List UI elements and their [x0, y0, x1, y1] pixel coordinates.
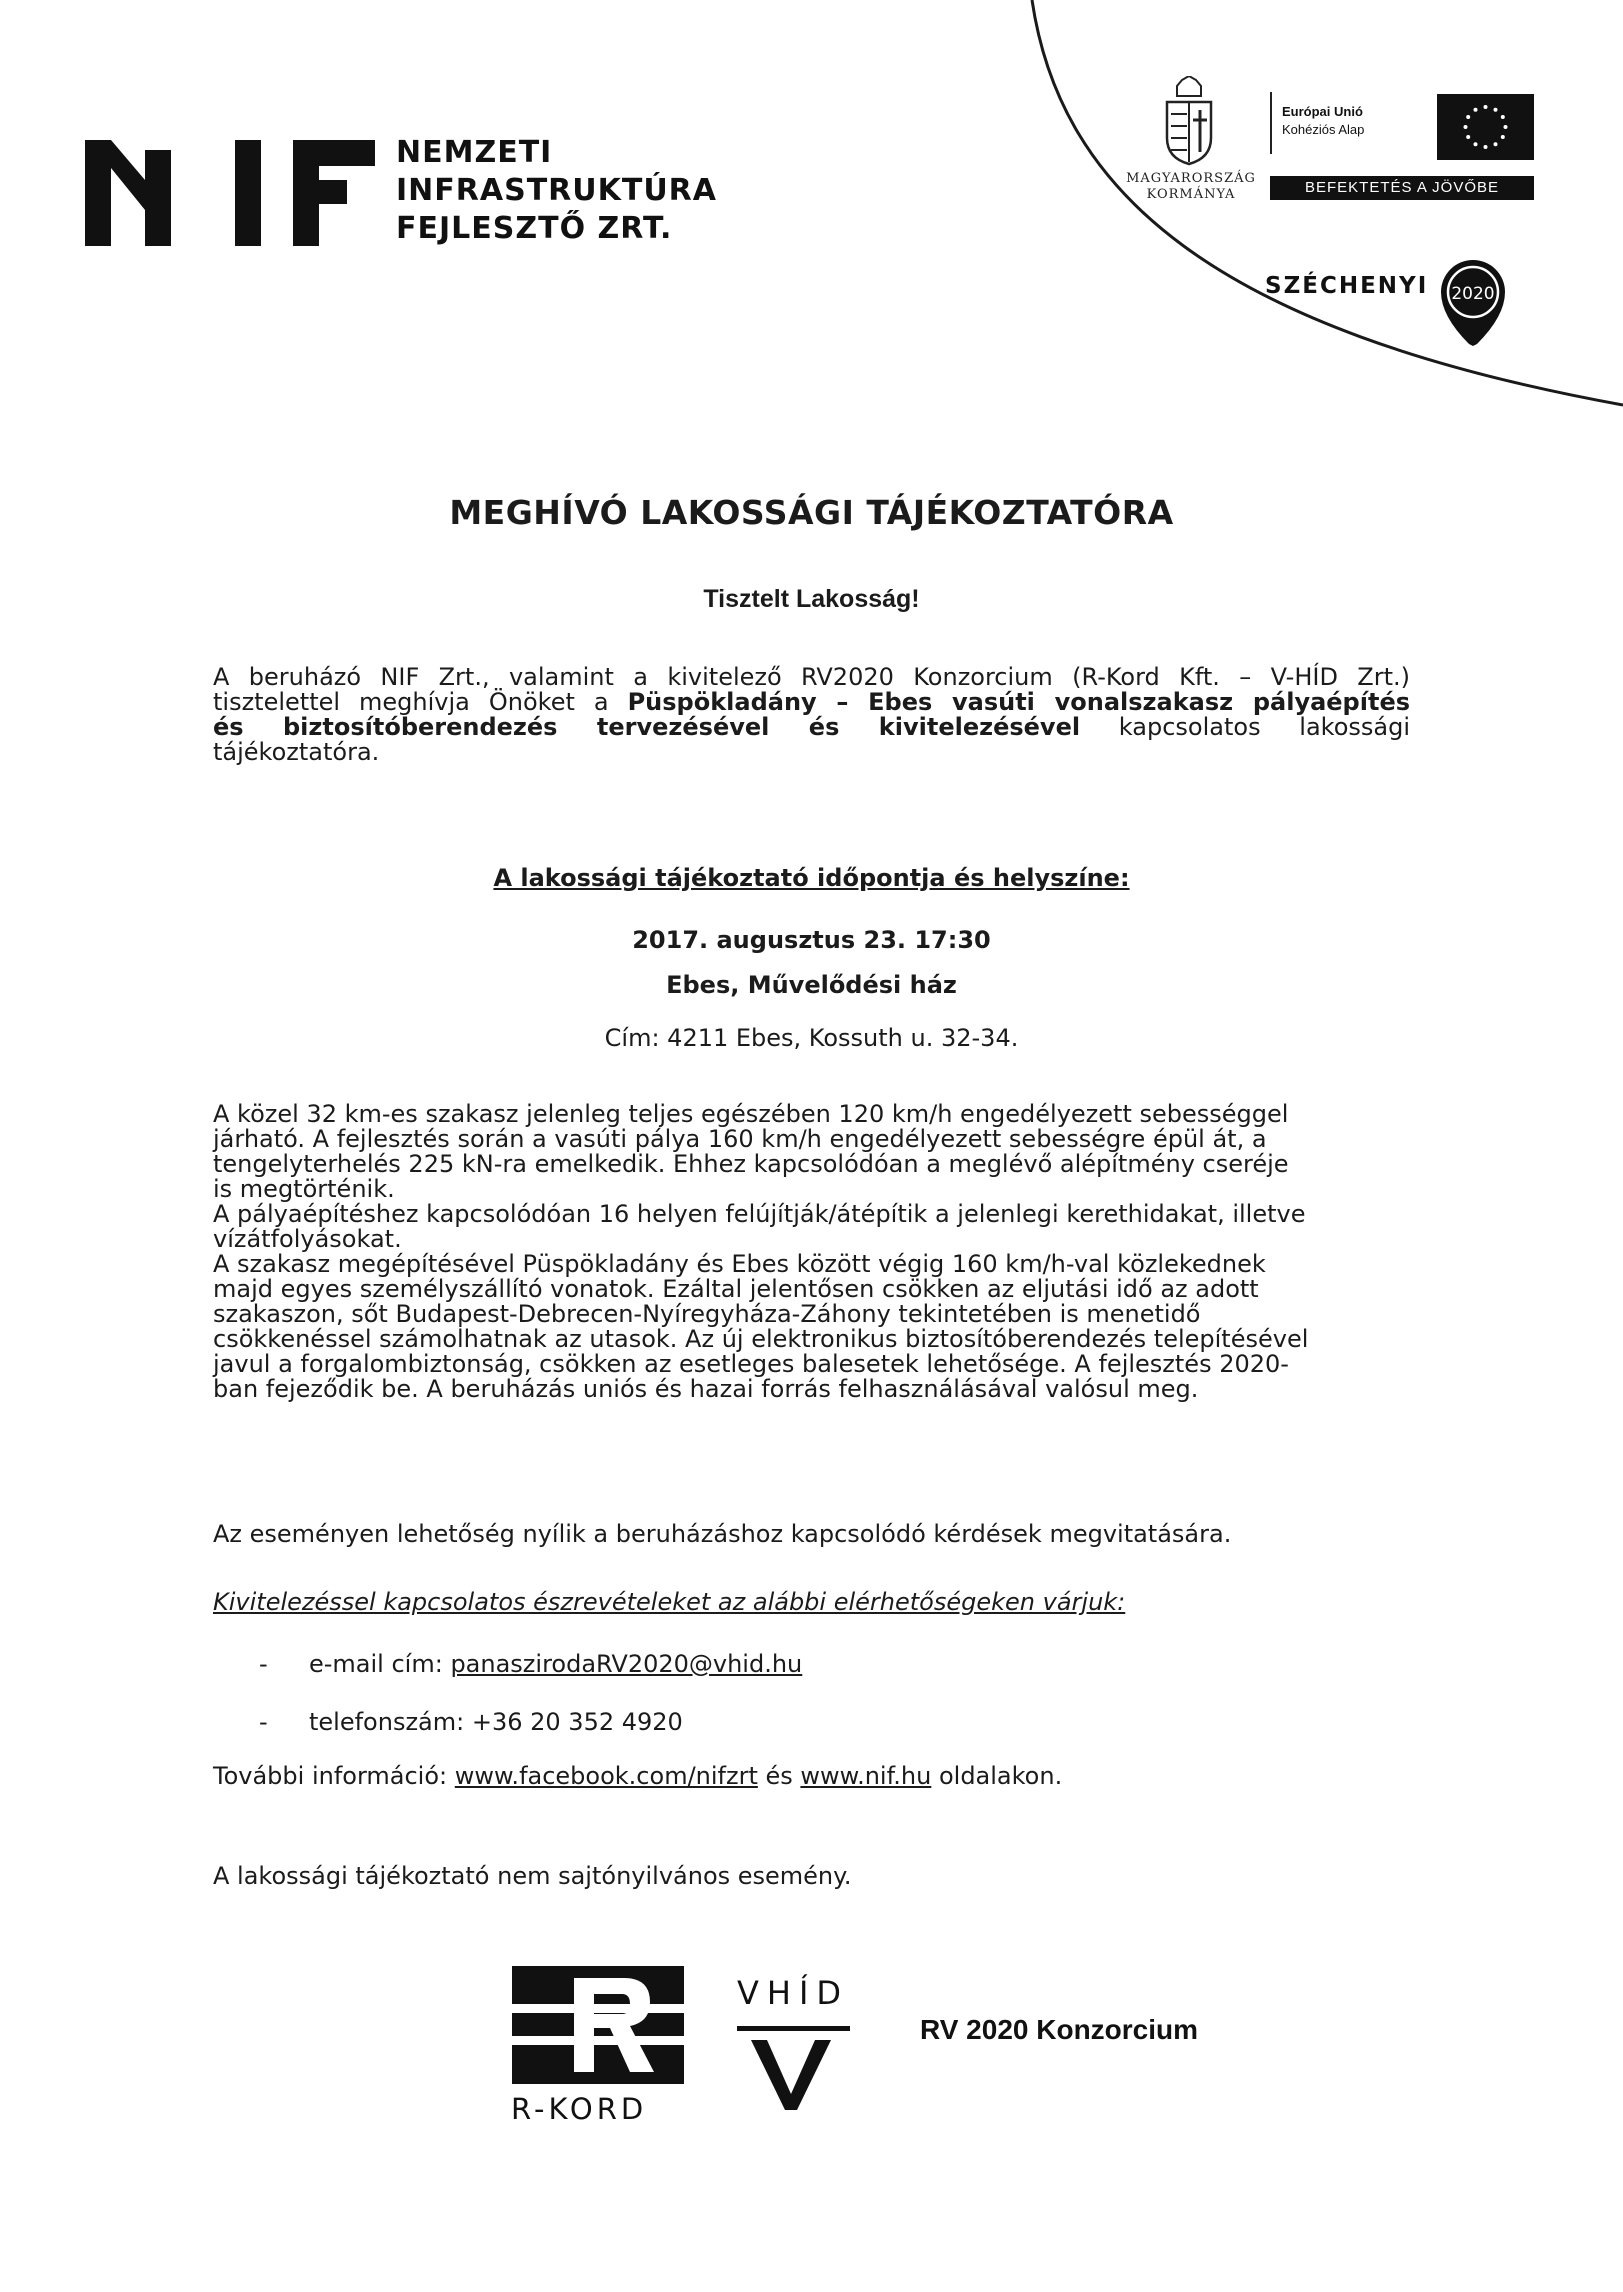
details-line: ban fejeződik be. A beruházás uniós és hazai forrás felhasználásával valósul meg.	[213, 1375, 1199, 1403]
event-venue: Ebes, Művelődési ház	[666, 971, 957, 999]
event-datetime: 2017. augusztus 23. 17:30	[632, 926, 991, 954]
intro-line-4: tájékoztatóra.	[213, 738, 380, 766]
gov-name-line-2: KORMÁNYA	[1146, 187, 1236, 202]
intro-project-name: Püspökladány – Ebes vasúti vonalszakasz pályaépítés	[627, 688, 1411, 716]
vhid-v-logo-icon	[745, 2038, 837, 2110]
details-line: A szakasz megépítésével Püspökladány és Ebes között végig 160 km/h-val közlekednek	[213, 1250, 1266, 1278]
more-info-suffix: oldalakon.	[931, 1762, 1063, 1790]
intro-line-2-text: tisztelettel meghívja Önöket a	[213, 688, 628, 716]
details-line: vízátfolyásokat.	[213, 1225, 402, 1253]
r-kord-label: R-KORD	[511, 2092, 648, 2126]
details-line: A közel 32 km-es szakasz jelenleg teljes egészében 120 km/h engedélyezett sebességgel	[213, 1100, 1289, 1128]
government-name	[1116, 171, 1266, 203]
email-item	[309, 1652, 802, 1677]
hungarian-coat-of-arms-icon	[1163, 76, 1215, 166]
email-link[interactable]: panaszirodaRV2020@vhid.hu	[450, 1650, 803, 1678]
eu-flag-icon	[1437, 94, 1534, 160]
salutation: Tisztelt Lakosság!	[703, 585, 920, 613]
vhid-divider	[737, 2026, 850, 2031]
eu-line-1: Európai Unió	[1282, 104, 1363, 119]
nif-name-line-2: INFRASTRUKTÚRA	[396, 173, 718, 208]
consortium-name: RV 2020 Konzorcium	[920, 2014, 1199, 2045]
intro-line-3-text: kapcsolatos lakossági	[1080, 713, 1410, 741]
eu-line-2: Kohéziós Alap	[1282, 122, 1365, 137]
more-info-prefix: További információ:	[213, 1762, 455, 1790]
phone-number: +36 20 352 4920	[471, 1708, 683, 1736]
invest-in-future-banner: BEFEKTETÉS A JÖVŐBE	[1270, 176, 1534, 200]
nif-name-line-3: FEJLESZTŐ ZRT.	[396, 211, 673, 246]
event-heading: A lakossági tájékoztató időpontja és helyszíne:	[493, 864, 1130, 892]
details-line: tengelyterhelés 225 kN-ra emelkedik. Ehhez kapcsolódóan a meglévő alépítmény cseréje	[213, 1150, 1289, 1178]
gov-name-line-1: MAGYARORSZÁG	[1126, 171, 1256, 186]
szechenyi-2020-pin-icon	[1433, 258, 1513, 348]
details-line: majd egyes személyszállító vonatok. Ezáltal jelentősen csökken az eljutási idő az adott	[213, 1275, 1259, 1303]
email-label: e-mail cím:	[309, 1650, 451, 1678]
details-line: A pályaépítéshez kapcsolódóan 16 helyen felújítják/átépítik a jelenlegi kerethidakat, illetve	[213, 1200, 1306, 1228]
intro-paragraph	[213, 665, 1410, 765]
intro-line-1: A beruházó NIF Zrt., valamint a kivitelező RV2020 Konzorcium (R-Kord Kft. – V-HÍD Zrt.)	[213, 663, 1410, 691]
facebook-link[interactable]: www.facebook.com/nifzrt	[454, 1762, 758, 1790]
details-line: csökkenéssel számolhatnak az utasok. Az új elektronikus biztosítóberendezés telepítésével	[213, 1325, 1309, 1353]
closing-note: A lakossági tájékoztató nem sajtónyilvános esemény.	[213, 1862, 852, 1890]
details-line: javul a forgalombiztonság, csökken az esetleges balesetek lehetősége. A fejlesztés 2020-	[213, 1350, 1289, 1378]
phone-label: telefonszám:	[309, 1708, 472, 1736]
details-paragraph	[213, 1102, 1410, 1402]
list-dash: -	[259, 1650, 268, 1678]
event-address: Cím: 4211 Ebes, Kossuth u. 32-34.	[604, 1024, 1019, 1052]
r-kord-logo-icon	[512, 1966, 684, 2084]
phone-item	[309, 1710, 683, 1735]
eu-fund-text	[1282, 103, 1364, 139]
szechenyi-year: 2020	[1451, 284, 1495, 304]
eu-divider-line	[1270, 92, 1272, 154]
page-title: MEGHÍVÓ LAKOSSÁGI TÁJÉKOZTATÓRA	[449, 493, 1174, 532]
details-line: szakaszon, sőt Budapest-Debrecen-Nyíregyháza-Záhony tekintetében is menetidő	[213, 1300, 1201, 1328]
list-dash: -	[259, 1708, 268, 1736]
details-line: is megtörténik.	[213, 1175, 395, 1203]
nif-logo-mark	[85, 138, 375, 248]
more-info-middle: és	[757, 1762, 801, 1790]
nif-name-line-1: NEMZETI	[396, 135, 553, 170]
szechenyi-label: SZÉCHENYI	[1265, 273, 1429, 299]
nif-website-link[interactable]: www.nif.hu	[800, 1762, 932, 1790]
contact-heading: Kivitelezéssel kapcsolatos észrevételeket az alábbi elérhetőségeken várjuk:	[213, 1588, 1126, 1616]
vhid-label: VHÍD	[737, 1974, 850, 2012]
discussion-text: Az eseményen lehetőség nyílik a beruházáshoz kapcsolódó kérdések megvitatására.	[213, 1520, 1232, 1548]
intro-line-2	[213, 690, 1410, 715]
more-info-text	[213, 1764, 1062, 1789]
intro-project-name-cont: és biztosítóberendezés tervezésével és kivitelezésével	[213, 713, 1081, 741]
nif-company-name	[396, 134, 717, 248]
details-line: járható. A fejlesztés során a vasúti pálya 160 km/h engedélyezett sebességre épül át, a	[213, 1125, 1267, 1153]
intro-line-3	[213, 715, 1410, 740]
